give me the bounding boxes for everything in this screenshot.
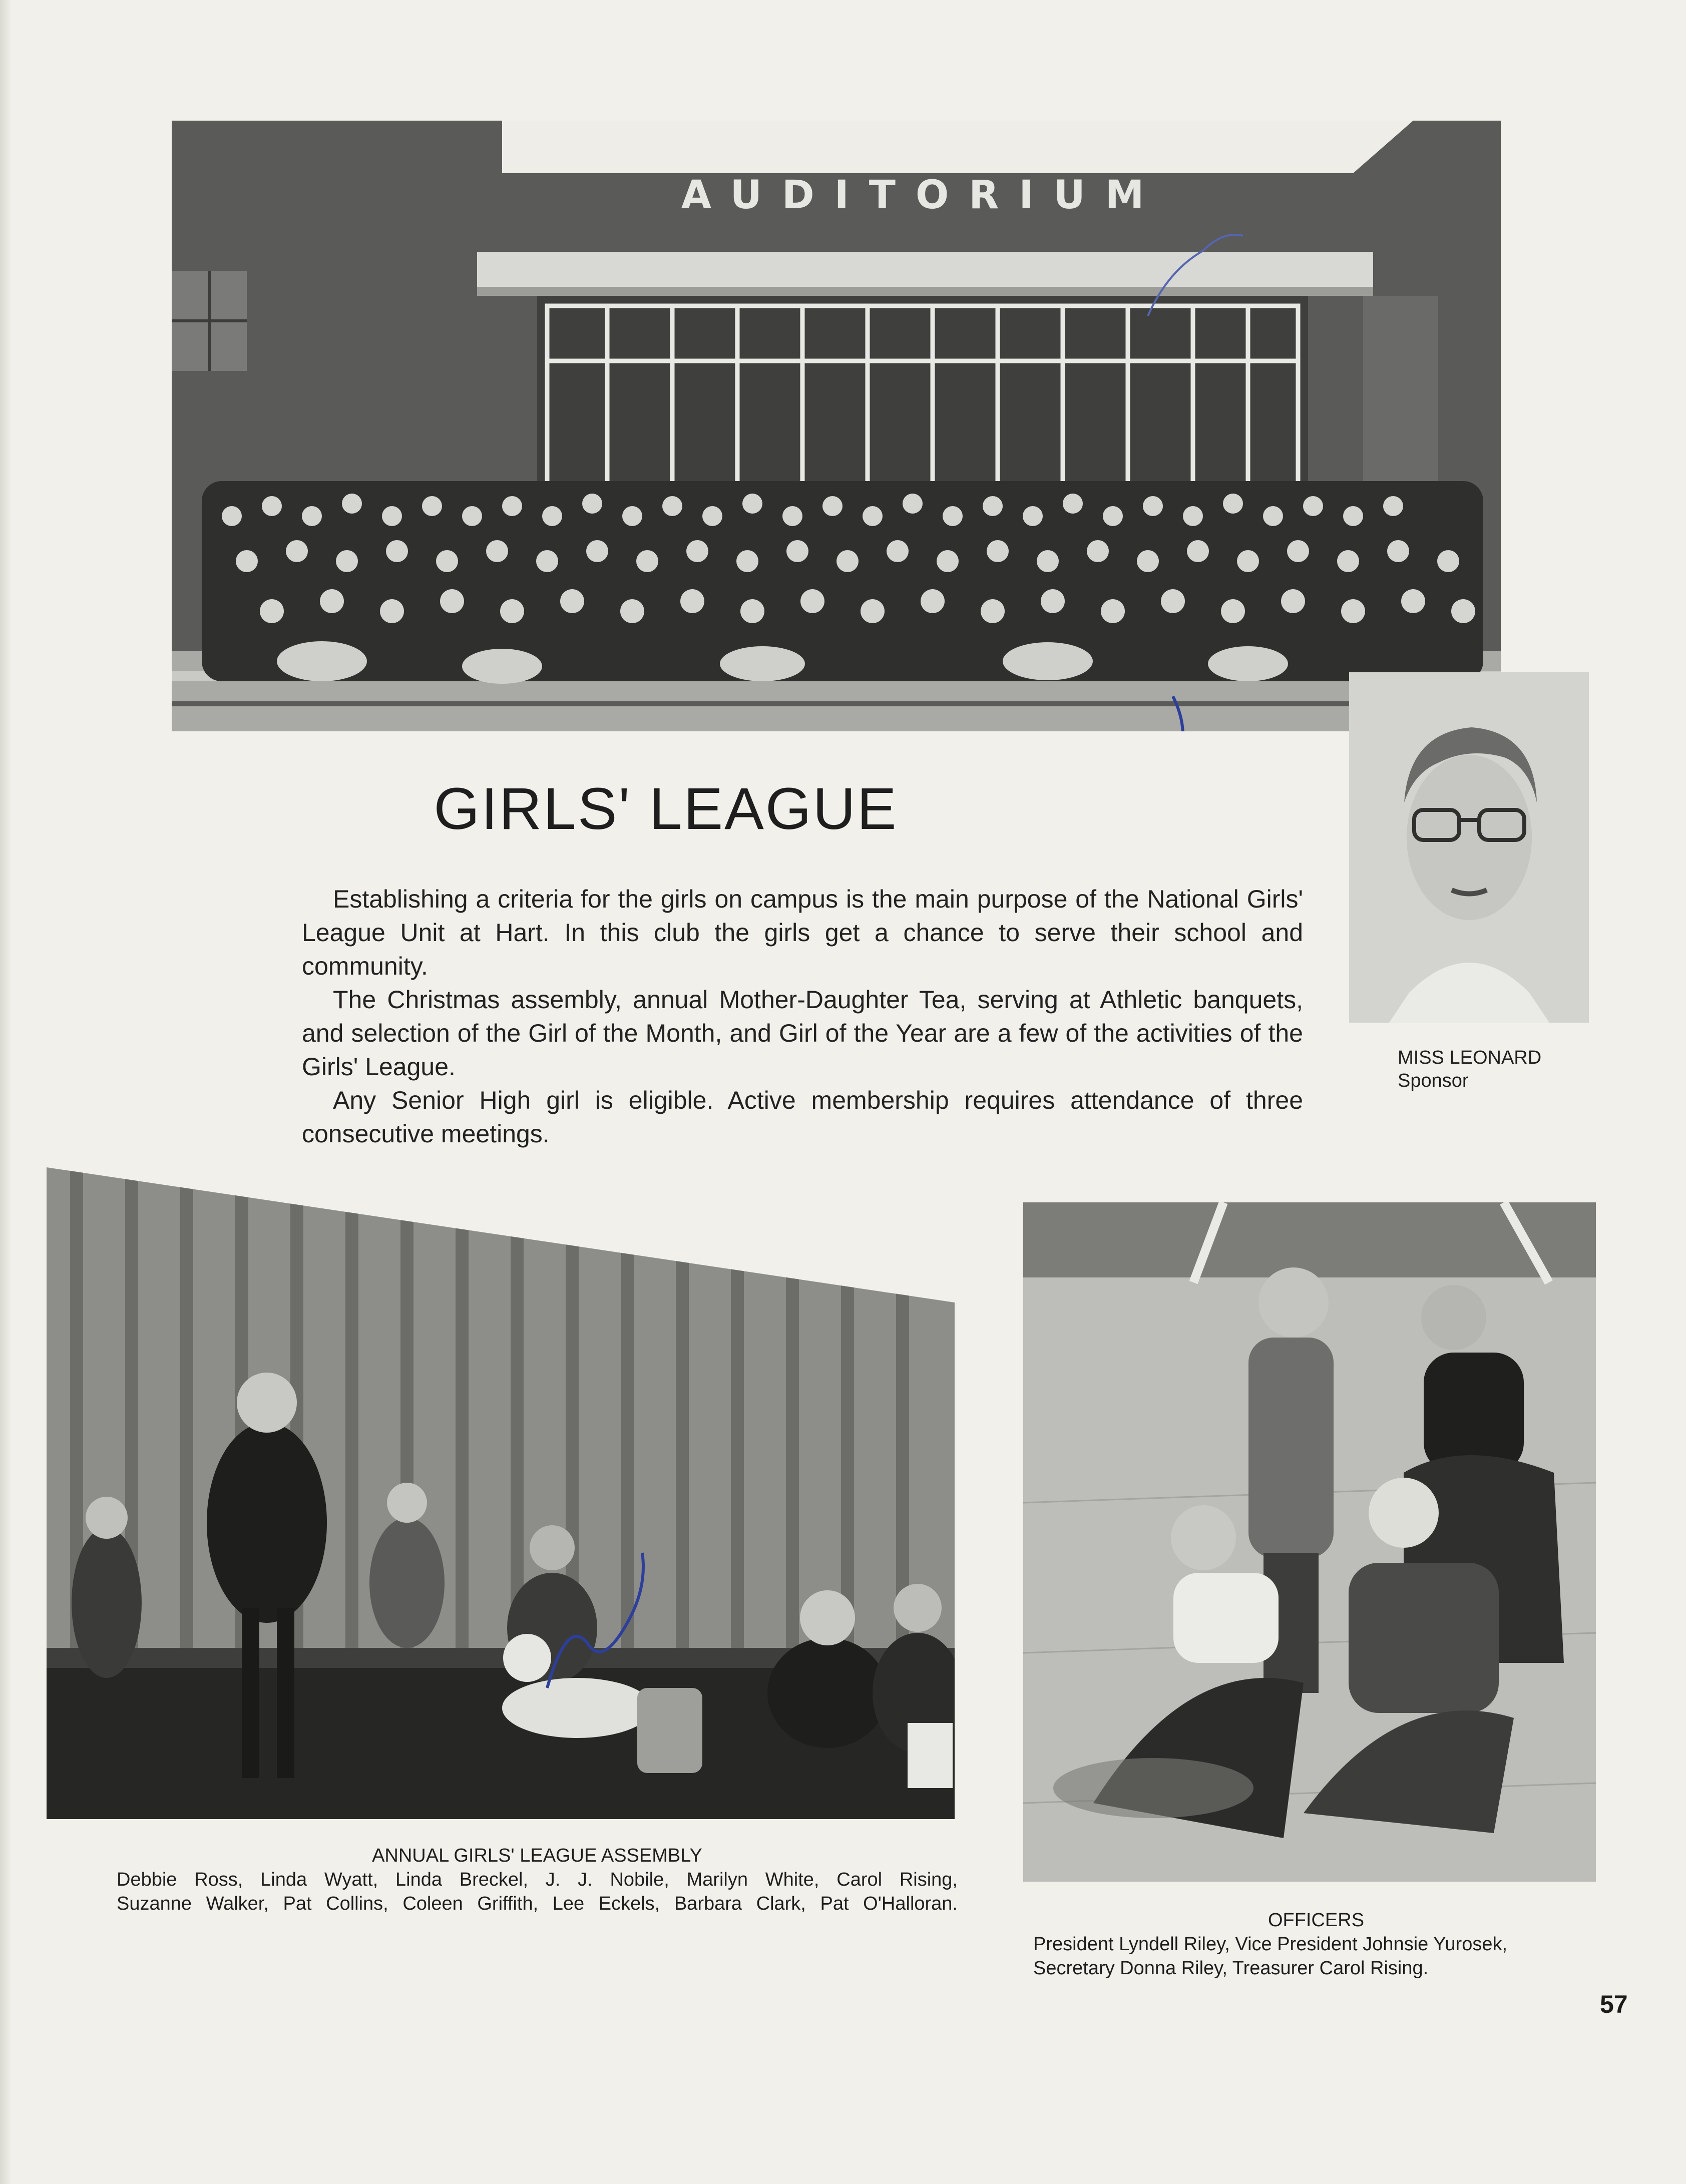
officers-photo — [1023, 1202, 1596, 1882]
page-number: 57 — [1600, 1990, 1628, 2018]
body-paragraph: Any Senior High girl is eligible. Active membership requires attendance of three consecutive meetings. — [302, 1086, 1303, 1148]
sponsor-portrait — [1349, 672, 1589, 1023]
body-paragraph: Establishing a criteria for the girls on campus is the main purpose of the National Girls' League Unit at Hart. In this club the girls get a chance to serve their school and community. — [302, 885, 1303, 980]
sponsor-name: MISS LEONARD — [1398, 1047, 1542, 1068]
group-photo-auditorium — [172, 121, 1501, 731]
assembly-caption-heading: ANNUAL GIRLS' LEAGUE ASSEMBLY — [372, 1845, 702, 1866]
page-title: GIRLS' LEAGUE — [434, 776, 898, 842]
officers-caption-names-line: President Lyndell Riley, Vice President Johnsie Yurosek, — [1033, 1934, 1508, 1955]
assembly-caption-names-line: Debbie Ross, Linda Wyatt, Linda Breckel, J. J. Nobile, Marilyn White, Carol Rising, — [117, 1869, 958, 1890]
assembly-photo — [47, 1167, 955, 1819]
sponsor-caption — [1398, 1046, 1541, 1092]
officers-caption-heading: OFFICERS — [1268, 1910, 1365, 1931]
officers-caption — [1033, 1908, 1599, 1980]
page-binding-edge — [0, 0, 11, 2184]
auditorium-sign-text: AUDITORIUM — [681, 173, 1164, 218]
article-body — [302, 883, 1303, 1151]
body-paragraph: The Christmas assembly, annual Mother-Daughter Tea, serving at Athletic banquets, and selection of the Girl of the Month, and Girl of the Year are a few of the activities of the Girls' League. — [302, 986, 1303, 1081]
sponsor-role: Sponsor — [1398, 1070, 1469, 1091]
assembly-caption — [117, 1844, 958, 1916]
officers-caption-names-line: Secretary Donna Riley, Treasurer Carol Rising. — [1033, 1958, 1429, 1979]
assembly-caption-names-line: Suzanne Walker, Pat Collins, Coleen Griffith, Lee Eckels, Barbara Clark, Pat O'Halloran. — [117, 1893, 958, 1914]
